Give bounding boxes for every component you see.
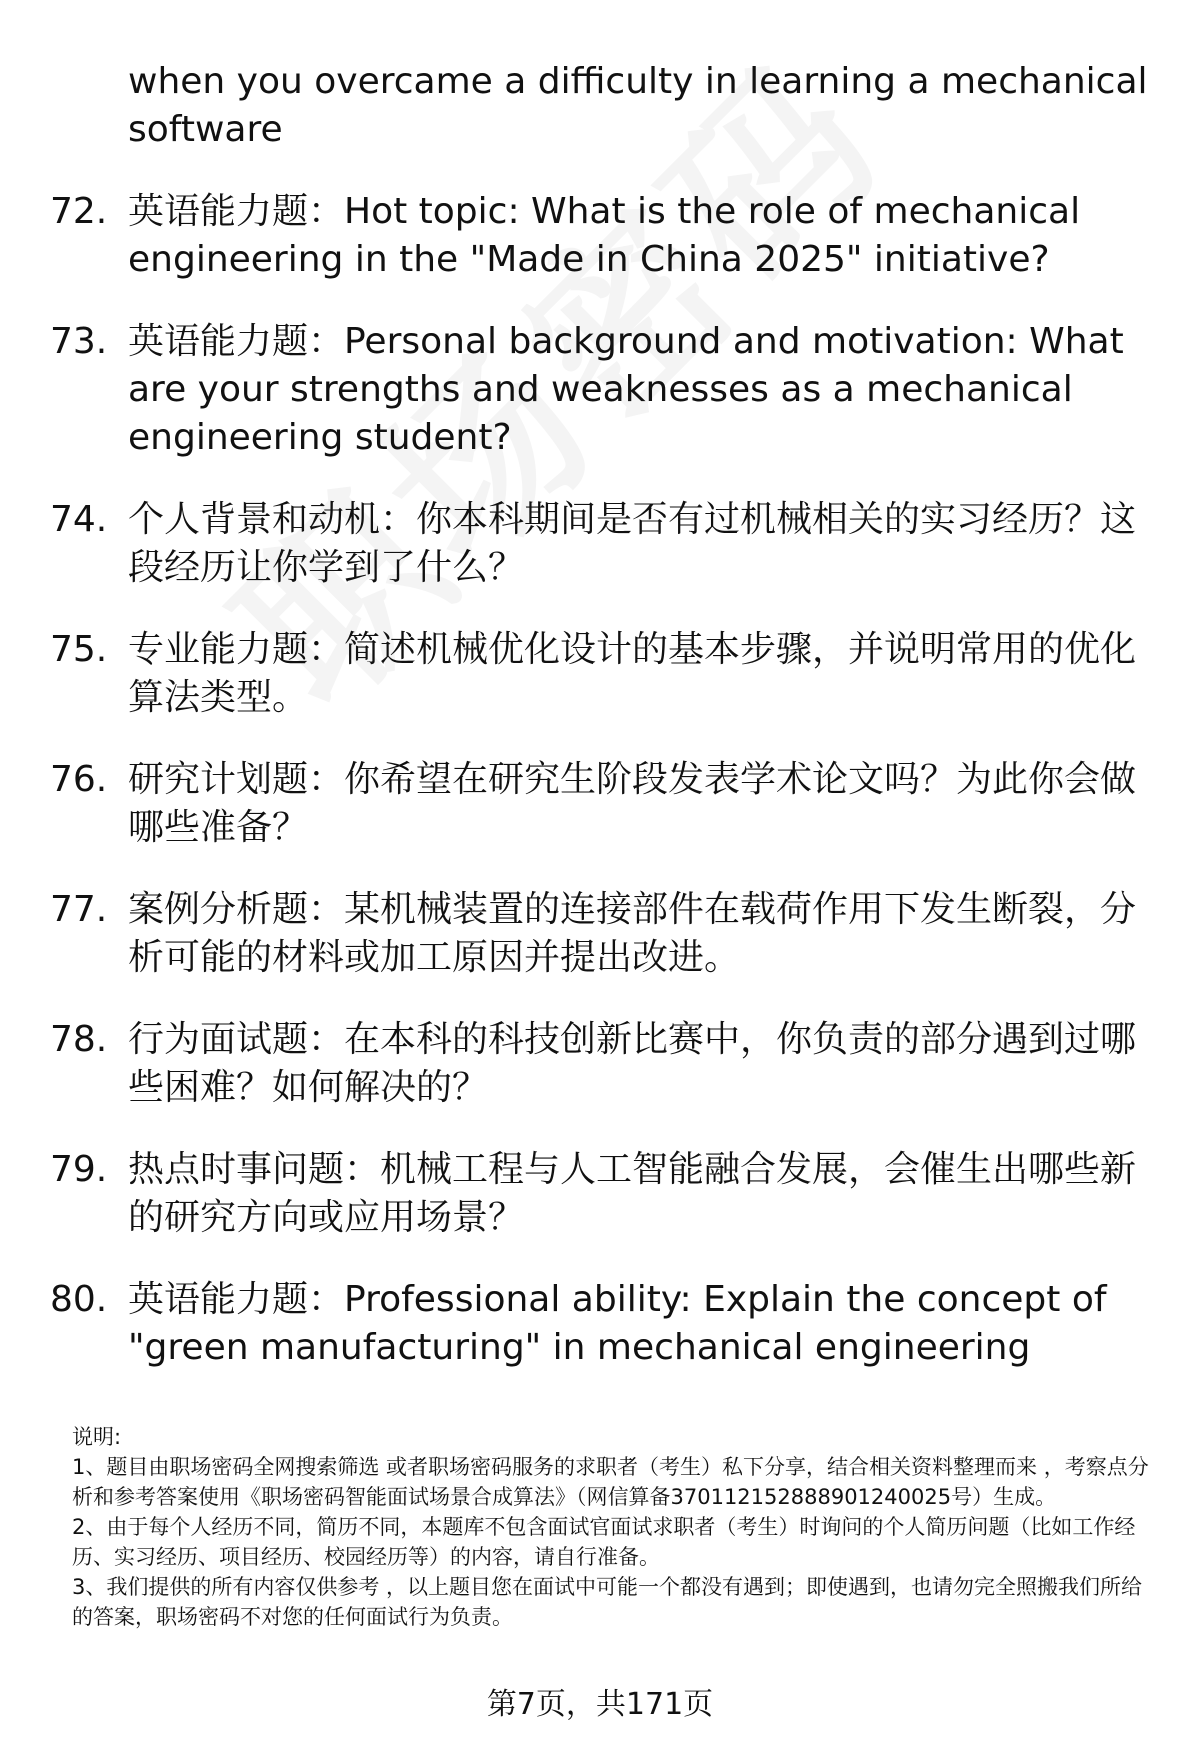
question-item [50,626,1150,722]
question-text: 专业能力题：简述机械优化设计的基本步骤，并说明常用的优化算法类型。 [128,629,1137,718]
question-list [50,58,1150,1372]
question-item [50,188,1150,284]
question-item [50,1016,1150,1112]
question-item [50,496,1150,592]
question-number: 73. [50,321,108,362]
note-item: 3、我们提供的所有内容仅供参考 ，以上题目您在面试中可能一个都没有遇到；即使遇到，也请勿完全照搬我们所给的答案，职场密码不对您的任何面试行为负责。 [72,1575,1143,1629]
question-item [50,886,1150,982]
question-item [50,756,1150,852]
question-item [50,318,1150,462]
question-item [50,1276,1150,1372]
question-text: 英语能力题：Hot topic: What is the role of mechanical engineering in the "Made in China 2025" initiative? [128,191,1081,280]
question-number: 80. [50,1279,108,1320]
question-number: 77. [50,889,108,930]
question-text: 英语能力题：Personal background and motivation: What are your strengths and weaknesses as a mechanical engineering student? [128,321,1124,458]
question-text: 英语能力题：Professional ability: Explain the concept of "green manufacturing" in mechanical engineering [128,1279,1107,1368]
question-text: 研究计划题：你希望在研究生阶段发表学术论文吗？为此你会做哪些准备？ [128,759,1137,848]
question-text: 个人背景和动机：你本科期间是否有过机械相关的实习经历？这段经历让你学到了什么？ [128,499,1137,588]
notes-section [72,1422,1152,1632]
question-text: 热点时事问题：机械工程与人工智能融合发展，会催生出哪些新的研究方向或应用场景？ [128,1149,1137,1238]
question-number: 76. [50,759,108,800]
question-number: 75. [50,629,108,670]
question-text: 行为面试题：在本科的科技创新比赛中，你负责的部分遇到过哪些困难？如何解决的？ [128,1019,1137,1108]
note-item: 2、由于每个人经历不同，简历不同，本题库不包含面试官面试求职者（考生）时询问的个人简历问题（比如工作经历、实习经历、项目经历、校园经历等）的内容，请自行准备。 [72,1515,1136,1569]
question-number: 78. [50,1019,108,1060]
notes-title: 说明: [72,1425,122,1449]
question-number: 79. [50,1149,108,1190]
page-number: 第7页，共171页 [486,1687,714,1722]
question-number: 72. [50,191,108,232]
question-item [50,1146,1150,1242]
continued-question-text: when you overcame a difficulty in learning a mechanical software [128,61,1148,150]
question-number: 74. [50,499,108,540]
note-item: 1、题目由职场密码全网搜索筛选 或者职场密码服务的求职者（考生）私下分享，结合相关资料整理而来 ，考察点分析和参考答案使用《职场密码智能面试场景合成算法》（网信算备370112152888901240025号）生成。 [72,1455,1149,1509]
question-text: 案例分析题：某机械装置的连接部件在载荷作用下发生断裂，分析可能的材料或加工原因并提出改进。 [128,889,1137,978]
